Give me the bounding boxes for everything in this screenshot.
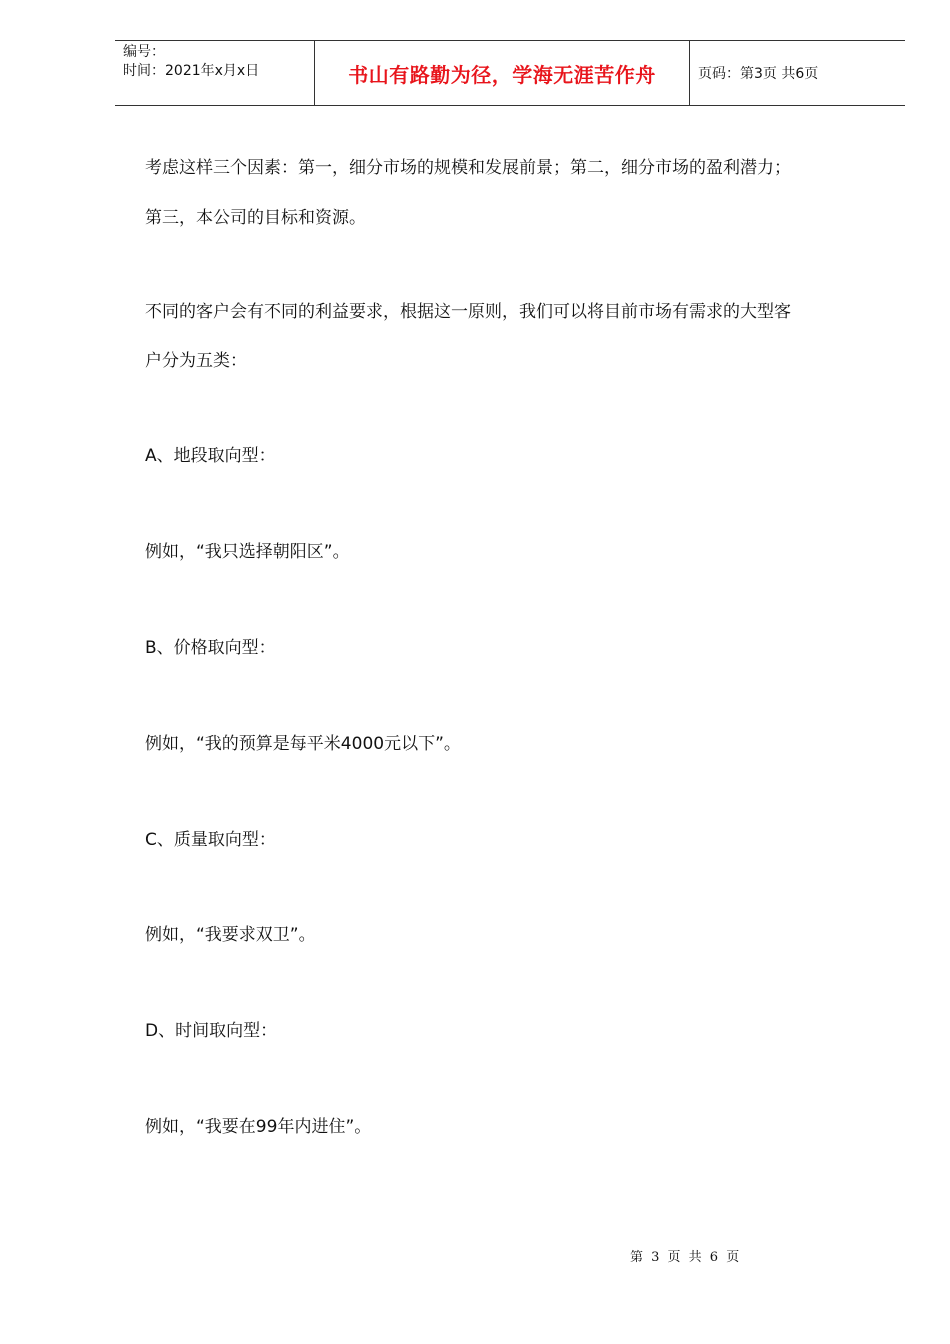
example-text: 例如，“我要求双卫”。 bbox=[145, 925, 316, 945]
number-label: 编号： bbox=[123, 44, 165, 60]
section-heading: A、地段取向型： bbox=[145, 446, 276, 466]
section-heading: B、价格取向型： bbox=[145, 638, 276, 658]
time-label: 时间：2021年x月x日 bbox=[123, 63, 260, 79]
page-header bbox=[115, 40, 905, 106]
paragraph: 户分为五类： bbox=[145, 351, 247, 371]
example-text: 例如，“我只选择朝阳区”。 bbox=[145, 542, 350, 562]
page-footer: 第 3 页 共 6 页 bbox=[630, 1250, 742, 1265]
section-heading: D、时间取向型： bbox=[145, 1021, 278, 1041]
header-meta bbox=[115, 41, 315, 105]
example-text: 例如，“我的预算是每平米4000元以下”。 bbox=[145, 734, 461, 754]
paragraph: 考虑这样三个因素：第一，细分市场的规模和发展前景；第二，细分市场的盈利潜力； bbox=[145, 158, 791, 178]
paragraph: 不同的客户会有不同的利益要求，根据这一原则，我们可以将目前市场有需求的大型客 bbox=[145, 302, 791, 322]
header-page-info: 页码：第3页 共6页 bbox=[698, 66, 819, 82]
paragraph: 第三，本公司的目标和资源。 bbox=[145, 208, 366, 228]
header-motto: 书山有路勤为径，学海无涯苦作舟 bbox=[315, 41, 690, 105]
example-text: 例如，“我要在99年内进住”。 bbox=[145, 1117, 372, 1137]
section-heading: C、质量取向型： bbox=[145, 830, 276, 850]
